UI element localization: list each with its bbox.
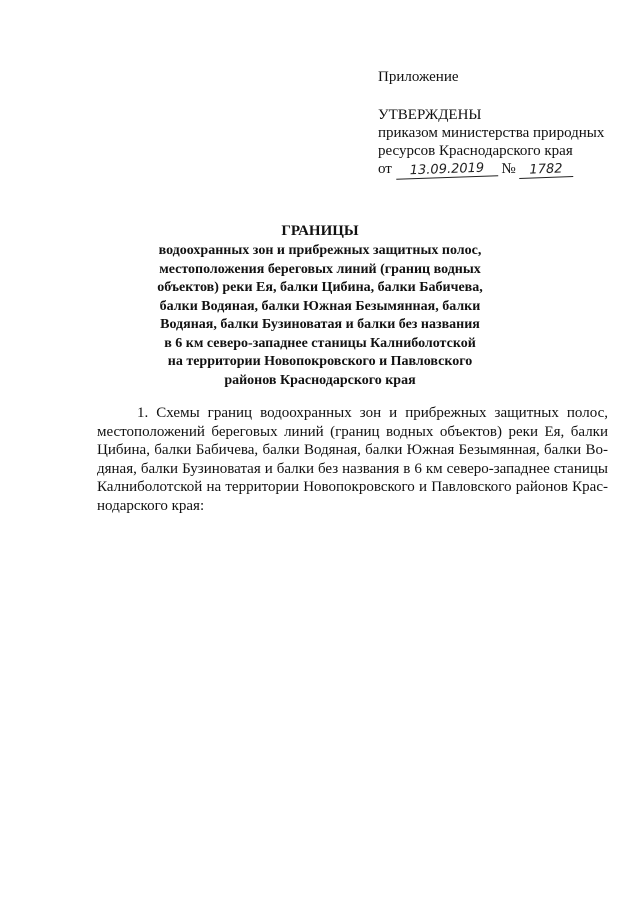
paragraph-line: нодарского края: — [97, 497, 205, 514]
appendix-label: Приложение — [378, 69, 459, 85]
document-heading: ГРАНИЦЫ — [281, 223, 359, 239]
title-line: балки Водяная, балки Южная Безымянная, балки — [159, 298, 481, 314]
paragraph-line: Цибина, балки Бабичева, балки Водяная, балки Южная Безымянная, балки Во- — [97, 442, 608, 459]
paragraph-line: 1. Схемы границ водоохранных зон и прибрежных защитных полос, — [137, 405, 608, 421]
body-paragraph — [97, 404, 608, 516]
title-line: на территории Новопокровского и Павловского — [167, 354, 473, 369]
title-line: объектов) реки Ея, балки Цибина, балки Бабичева, — [157, 280, 483, 295]
date-prefix: от — [378, 161, 392, 177]
date-number-line — [378, 160, 628, 178]
paragraph-line: Калниболотской на территории Новопокровского и Павловского районов Крас- — [97, 479, 608, 496]
order-line-2: ресурсов Краснодарского края — [378, 143, 573, 159]
title-line: водоохранных зон и прибрежных защитных полос, — [158, 243, 482, 258]
title-line: районов Краснодарского края — [224, 372, 416, 388]
approval-block — [378, 68, 628, 178]
title-line: местоположения береговых линий (границ водных — [159, 261, 481, 277]
handwritten-number: 1782 — [519, 162, 573, 179]
title-line: Водяная, балки Бузиноватая и балки без названия — [160, 317, 480, 332]
order-line-1: приказом министерства природных — [378, 125, 605, 141]
document-title-block — [150, 222, 490, 390]
paragraph-line: местоположений береговых линий (границ водных объектов) реки Ея, балки — [97, 423, 608, 440]
approved-label: УТВЕРЖДЕНЫ — [378, 107, 482, 123]
number-sign: № — [501, 161, 516, 177]
handwritten-date: 13.09.2019 — [395, 161, 497, 180]
paragraph-line: дяная, балки Бузиноватая и балки без названия в 6 км северо-западнее станицы — [97, 460, 608, 477]
title-line: в 6 км северо-западнее станицы Калниболотской — [164, 335, 476, 351]
